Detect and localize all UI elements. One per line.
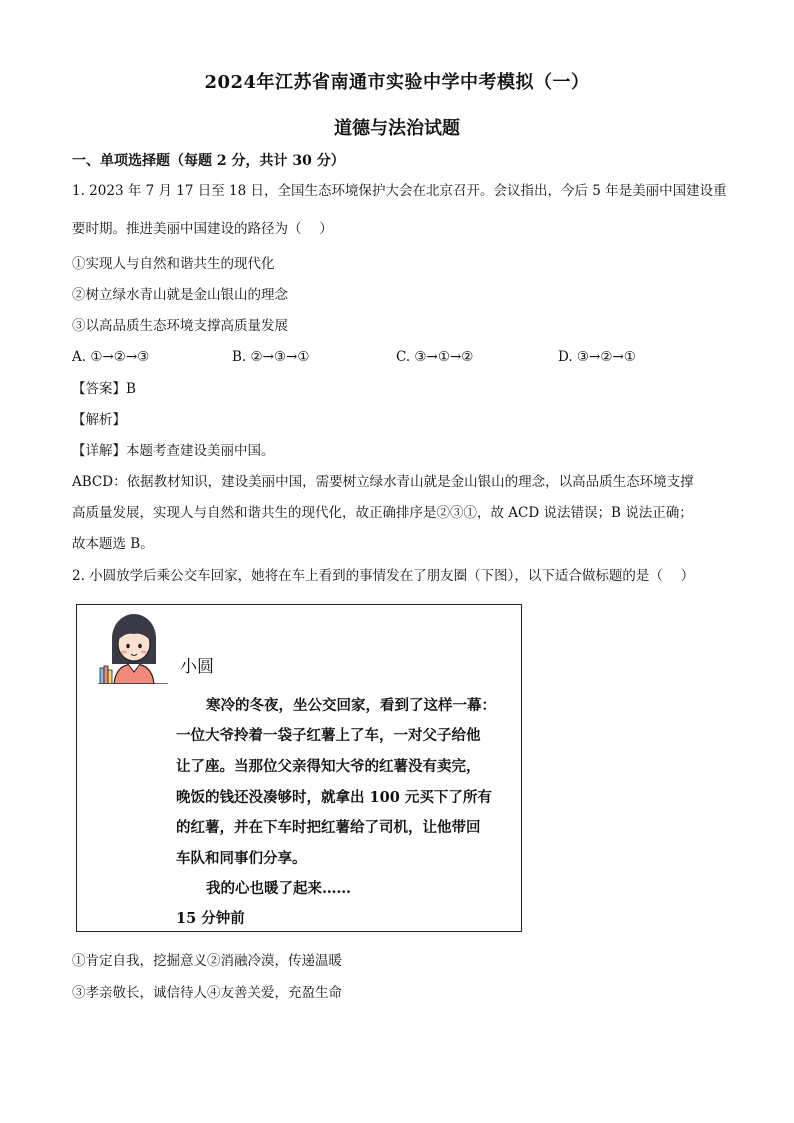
q2-items-line1: ①肯定自我，挖掘意义②消融冷漠，传递温暖 [72,953,342,969]
post-line-2: 一位大爷拎着一袋子红薯上了车，一对父子给他 [176,727,481,744]
post-timestamp: 15 分钟前 [176,910,245,927]
q2-stem: 2. 小圆放学后乘公交车回家，她将在车上看到的事情发在了朋友圈（下图），以下适合做标题的是（ ） [72,568,695,584]
q1-item-3: ③以高品质生态环境支撑高质量发展 [72,318,288,334]
q1-stem-line2: 要时期。推进美丽中国建设的路径为（ ） [72,221,333,237]
q1-explain-line2: 高质量发展，实现人与自然和谐共生的现代化，故正确排序是②③①，故 ACD 说法错误；B 说法正确； [72,505,693,521]
q1-analysis-label: 【解析】 [72,412,126,428]
section-heading: 一、单项选择题（每题 2 分，共计 30 分） [72,153,345,169]
q1-stem-line1: 1. 2023 年 7 月 17 日至 18 日，全国生态环境保护大会在北京召开。会议指出，今后 5 年是美丽中国建设重 [72,183,727,199]
q1-option-b: B. ②→③→① [232,349,310,365]
q1-option-c: C. ③→①→② [396,349,474,365]
girl-avatar-icon [98,608,168,684]
q1-item-2: ②树立绿水青山就是金山银山的理念 [72,287,288,303]
post-line-5: 的红薯，并在下车时把红薯给了司机，让他带回 [176,819,481,836]
q1-explain-line3: 故本题选 B。 [72,536,154,552]
q2-items-line2: ③孝亲敬长，诚信待人④友善关爱，充盈生命 [72,985,342,1001]
post-line-6: 车队和同事们分享。 [176,850,307,867]
q1-detail: 【详解】本题考查建设美丽中国。 [72,443,275,459]
exam-title: 2024年江苏省南通市实验中学中考模拟（一） [204,72,590,93]
q1-option-d: D. ③→②→① [558,349,636,365]
post-line-4: 晚饭的钱还没凑够时，就拿出 100 元买下了所有 [176,789,492,806]
post-line-3: 让了座。当那位父亲得知大爷的红薯没有卖完， [176,758,481,775]
q1-option-a: A. ①→②→③ [72,349,150,365]
q1-item-1: ①实现人与自然和谐共生的现代化 [72,256,275,272]
q1-explain-line1: ABCD：依据教材知识，建设美丽中国，需要树立绿水青山就是金山银山的理念，以高品质生态环境支撑 [72,474,694,490]
exam-subtitle: 道德与法治试题 [334,118,460,139]
q1-answer: 【答案】B [72,381,136,397]
post-author-name: 小圆 [180,657,214,677]
post-line-1: 寒冷的冬夜，坐公交回家，看到了这样一幕： [206,697,496,714]
post-line-7: 我的心也暖了起来…… [206,880,351,897]
